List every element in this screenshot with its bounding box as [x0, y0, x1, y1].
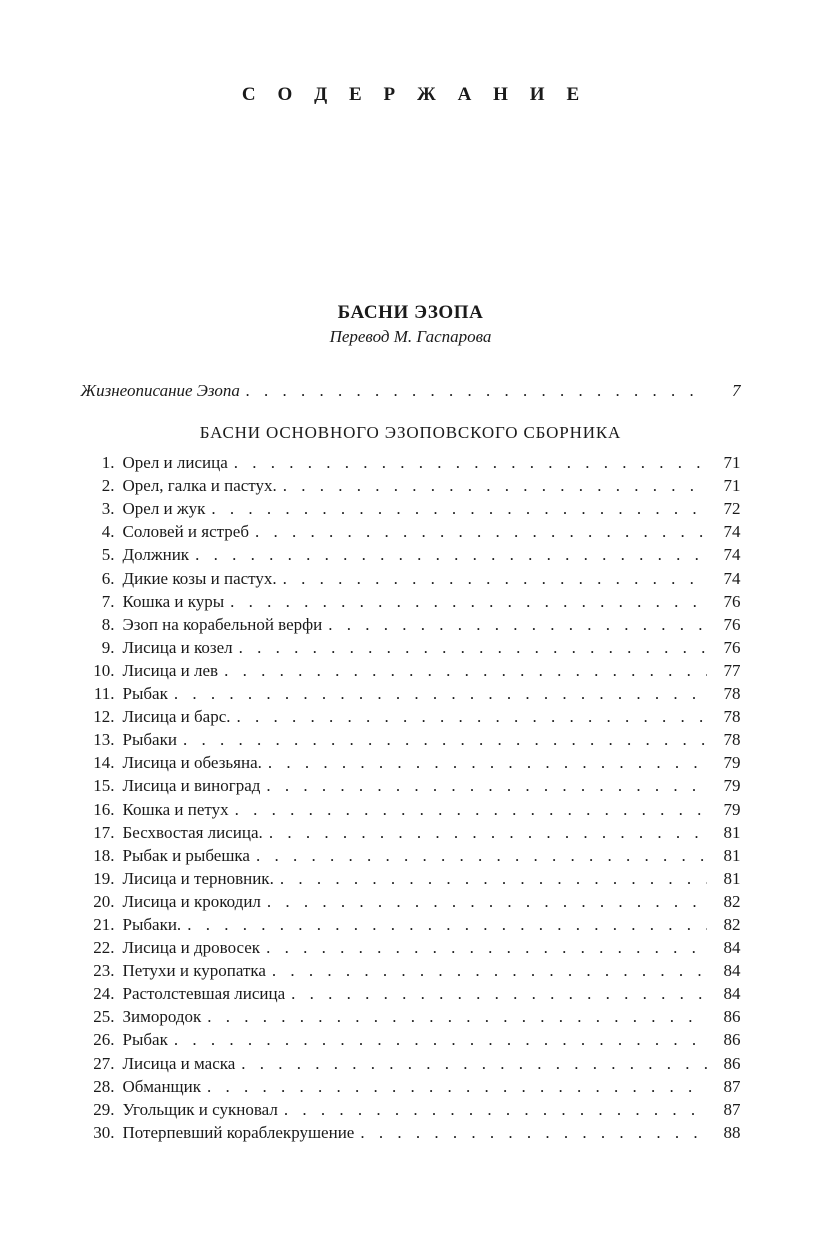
toc-entry-row [81, 959, 741, 982]
entry-number: 14. [93, 753, 115, 773]
entry-title: Петухи и куропатка [122, 961, 266, 981]
entry-title: Должник [122, 545, 190, 565]
entry-title: Угольщик и сукновал [122, 1099, 278, 1119]
entry-page: 72 [723, 499, 741, 519]
entry-title: Рыбаки [122, 730, 177, 750]
entry-title: Рыбак [122, 1030, 168, 1050]
entry-title: Лисица и обезьяна. [122, 753, 262, 773]
dot-leader [229, 798, 707, 821]
dot-leader [177, 728, 707, 751]
toc-entry-row [81, 520, 741, 543]
dot-leader [240, 379, 707, 402]
dot-leader [277, 474, 707, 497]
entry-title: Лисица и маска [122, 1053, 236, 1073]
entry-page: 79 [723, 776, 741, 796]
entry-page: 88 [723, 1122, 741, 1142]
entry-title: Дикие козы и пастух. [122, 568, 277, 588]
entry-page: 7 [732, 381, 741, 400]
toc-entry-row [81, 1098, 741, 1121]
entry-number: 24. [93, 984, 115, 1004]
dot-leader [201, 1005, 706, 1028]
entry-title: Лисица и крокодил [122, 891, 261, 911]
toc-entry-row [81, 474, 741, 497]
entry-title: Соловей и ястреб [122, 522, 249, 542]
entry-title: Лисица и виноград [122, 776, 261, 796]
toc-entry-row [81, 751, 741, 774]
entry-number: 15. [93, 776, 115, 796]
entry-title: Орел и жук [122, 499, 206, 519]
dot-leader [189, 543, 706, 566]
entry-page: 86 [723, 1030, 741, 1050]
entry-number: 17. [93, 822, 115, 842]
entry-number: 25. [93, 1007, 115, 1027]
entry-number: 3. [101, 499, 115, 519]
entry-title: Эзоп на корабельной верфи [122, 614, 323, 634]
subsection-title: БАСНИ ОСНОВНОГО ЭЗОПОВСКОГО СБОРНИКА [199, 423, 622, 443]
toc-intro-entry [81, 379, 741, 402]
toc-entry-row [81, 567, 741, 590]
entry-page: 78 [723, 707, 741, 727]
dot-leader [235, 1052, 706, 1075]
dot-leader [354, 1121, 706, 1144]
entry-number: 29. [93, 1099, 115, 1119]
entry-page: 71 [723, 476, 741, 496]
toc-entry-row [81, 1075, 741, 1098]
dot-leader [201, 1075, 707, 1098]
entry-page: 76 [723, 591, 741, 611]
entry-page: 86 [723, 1007, 741, 1027]
toc-entry-row [81, 728, 741, 751]
toc-entry-row [81, 543, 741, 566]
entry-number: 8. [101, 614, 115, 634]
entry-number: 18. [93, 845, 115, 865]
toc-entries [81, 451, 741, 1144]
entry-title: Кошка и куры [122, 591, 225, 611]
entry-title: Лисица и козел [122, 637, 233, 657]
entry-number: 10. [93, 660, 115, 680]
entry-page: 78 [723, 730, 741, 750]
dot-leader [261, 890, 707, 913]
section-title: БАСНИ ЭЗОПА [337, 302, 484, 323]
entry-title: Потерпевший кораблекрушение [122, 1122, 355, 1142]
entry-page: 77 [723, 660, 741, 680]
dot-leader [250, 844, 707, 867]
toc-entry-row [81, 636, 741, 659]
entry-page: 71 [723, 453, 741, 473]
toc-entry-row [81, 913, 741, 936]
dot-leader [218, 659, 706, 682]
dot-leader [266, 959, 707, 982]
entry-page: 84 [723, 984, 741, 1004]
toc-entry-row [81, 798, 741, 821]
entry-title: Лисица и терновник. [122, 868, 274, 888]
toc-entry-row [81, 1121, 741, 1144]
toc-entry-row [81, 844, 741, 867]
toc-entry-row [81, 821, 741, 844]
entry-title: Лисица и дровосек [122, 938, 261, 958]
entry-number: 4. [101, 522, 115, 542]
entry-title: Орел, галка и пастух. [122, 476, 277, 496]
entry-number: 22. [93, 938, 115, 958]
dot-leader [260, 774, 706, 797]
entry-title: Бесхвостая лисица. [122, 822, 263, 842]
toc-entry-row [81, 590, 741, 613]
entry-number: 7. [101, 591, 115, 611]
entry-title: Рыбак [122, 684, 168, 704]
dot-leader [278, 1098, 707, 1121]
toc-entry-row [81, 705, 741, 728]
entry-number: 6. [101, 568, 115, 588]
entry-page: 86 [723, 1053, 741, 1073]
entry-page: 84 [723, 961, 741, 981]
toc-entry-row [81, 1052, 741, 1075]
entry-number: 27. [93, 1053, 115, 1073]
entry-number: 12. [93, 707, 115, 727]
entry-number: 20. [93, 891, 115, 911]
dot-leader [260, 936, 706, 959]
entry-title: Лисица и барс. [122, 707, 231, 727]
entry-title: Растолстевшая лисица [122, 984, 286, 1004]
dot-leader [228, 451, 707, 474]
dot-leader [181, 913, 706, 936]
entry-page: 81 [723, 845, 741, 865]
dot-leader [231, 705, 707, 728]
dot-leader [263, 821, 707, 844]
dot-leader [205, 497, 706, 520]
dot-leader [285, 982, 706, 1005]
entry-page: 76 [723, 614, 741, 634]
toc-entry-row [81, 659, 741, 682]
entry-page: 79 [723, 753, 741, 773]
section-subtitle: Перевод М. Гаспарова [329, 327, 492, 346]
entry-page: 79 [723, 799, 741, 819]
toc-entry-row [81, 451, 741, 474]
entry-number: 11. [93, 684, 115, 704]
toc-entry-row [81, 890, 741, 913]
entry-number: 16. [93, 799, 115, 819]
entry-number: 26. [93, 1030, 115, 1050]
entry-number: 28. [93, 1076, 115, 1096]
entry-number: 30. [93, 1122, 115, 1142]
toc-entry-row [81, 982, 741, 1005]
entry-page: 84 [723, 938, 741, 958]
entry-page: 74 [723, 522, 741, 542]
entry-page: 76 [723, 637, 741, 657]
entry-page: 82 [723, 891, 741, 911]
toc-entry-row [81, 1028, 741, 1051]
entry-page: 87 [723, 1099, 741, 1119]
entry-title: Жизнеописание Эзопа [80, 381, 240, 400]
entry-number: 23. [93, 961, 115, 981]
entry-page: 81 [723, 868, 741, 888]
entry-page: 81 [723, 822, 741, 842]
entry-title: Рыбак и рыбешка [122, 845, 250, 865]
entry-page: 87 [723, 1076, 741, 1096]
entry-number: 1. [101, 453, 115, 473]
toc-entry-row [81, 936, 741, 959]
dot-leader [322, 613, 706, 636]
entry-number: 13. [93, 730, 115, 750]
dot-leader [224, 590, 706, 613]
toc-title: С О Д Е Р Ж А Н И Е [241, 84, 588, 105]
entry-page: 74 [723, 545, 741, 565]
dot-leader [274, 867, 707, 890]
dot-leader [277, 567, 707, 590]
toc-entry-row [81, 682, 741, 705]
entry-number: 21. [93, 914, 115, 934]
entry-number: 5. [101, 545, 115, 565]
entry-number: 9. [101, 637, 115, 657]
book-page [81, 0, 741, 1144]
toc-entry-row [81, 774, 741, 797]
entry-title: Лисица и лев [122, 660, 219, 680]
entry-title: Зимородок [122, 1007, 202, 1027]
toc-entry-row [81, 1005, 741, 1028]
dot-leader [168, 1028, 707, 1051]
toc-entry-row [81, 613, 741, 636]
entry-page: 74 [723, 568, 741, 588]
entry-title: Орел и лисица [122, 453, 228, 473]
section-heading [81, 302, 741, 347]
dot-leader [262, 751, 707, 774]
entry-page: 78 [723, 684, 741, 704]
entry-title: Кошка и петух [122, 799, 229, 819]
entry-page: 82 [723, 914, 741, 934]
entry-number: 19. [93, 868, 115, 888]
dot-leader [168, 682, 707, 705]
toc-entry-row [81, 867, 741, 890]
entry-number: 2. [101, 476, 115, 496]
entry-title: Рыбаки. [122, 914, 182, 934]
entry-title: Обманщик [122, 1076, 201, 1096]
toc-entry-row [81, 497, 741, 520]
dot-leader [249, 520, 707, 543]
dot-leader [233, 636, 707, 659]
